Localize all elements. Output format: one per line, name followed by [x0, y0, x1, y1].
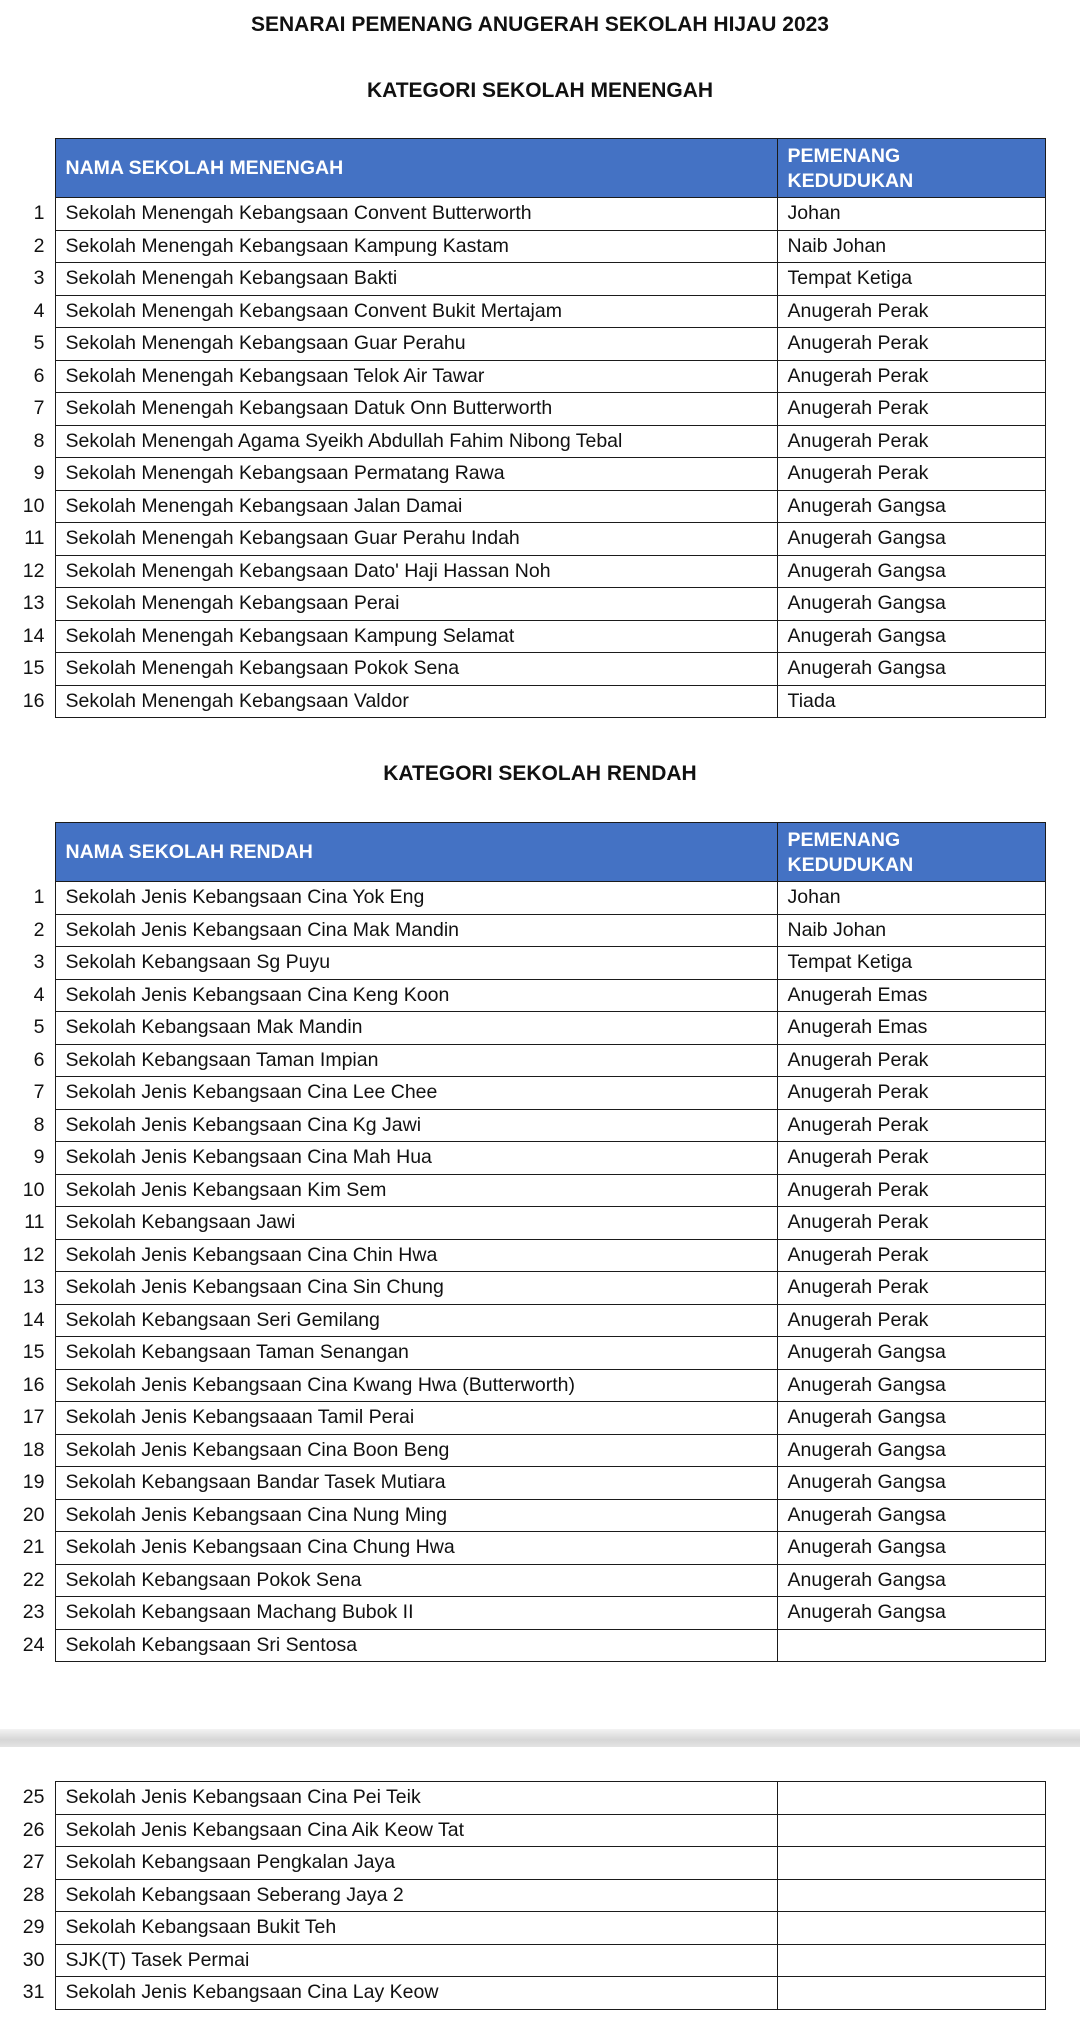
table-row: [12, 1109, 1045, 1142]
table-row: [12, 1142, 1045, 1175]
table-row: [12, 1174, 1045, 1207]
row-number: 13: [22, 592, 45, 615]
rank-cell: Anugerah Gangsa: [777, 1597, 1045, 1630]
school-name-cell: Sekolah Kebangsaan Sri Sentosa: [55, 1629, 777, 1662]
rank-cell: Anugerah Perak: [777, 458, 1045, 491]
rank-cell: Naib Johan: [777, 914, 1045, 947]
rank-cell: Anugerah Gangsa: [777, 1434, 1045, 1467]
school-name-cell: Sekolah Jenis Kebangsaan Cina Yok Eng: [55, 882, 777, 915]
school-name-cell: Sekolah Kebangsaan Mak Mandin: [55, 1012, 777, 1045]
rank-cell: Anugerah Gangsa: [777, 490, 1045, 523]
table-row: [12, 230, 1045, 263]
school-name-cell: Sekolah Jenis Kebangsaan Cina Mah Hua: [55, 1142, 777, 1175]
school-name-cell: Sekolah Jenis Kebangsaan Cina Mak Mandin: [55, 914, 777, 947]
row-number: 16: [22, 1373, 45, 1396]
column-header-school-name: NAMA SEKOLAH RENDAH: [55, 823, 777, 882]
row-number: 2: [33, 234, 45, 257]
table-row: [12, 914, 1045, 947]
rank-cell: [777, 1944, 1045, 1977]
rank-header-line1: PEMENANG: [787, 145, 901, 167]
table-row: [12, 685, 1045, 718]
table-row: [12, 1044, 1045, 1077]
row-number: 6: [33, 364, 45, 387]
table-row: [12, 1564, 1045, 1597]
rank-cell: [777, 1977, 1045, 2010]
table-row: [12, 263, 1045, 296]
rank-header-line2: KEDUDUKAN: [787, 170, 914, 192]
row-number: 14: [22, 1308, 45, 1331]
column-header-school-name: NAMA SEKOLAH MENENGAH: [55, 139, 777, 198]
row-number: 8: [33, 429, 45, 452]
column-header-rank: [777, 823, 1045, 882]
school-name-cell: Sekolah Kebangsaan Seri Gemilang: [55, 1304, 777, 1337]
table-row: [12, 1337, 1045, 1370]
row-number: 22: [22, 1568, 45, 1591]
rank-cell: Anugerah Perak: [777, 425, 1045, 458]
school-name-cell: Sekolah Menengah Kebangsaan Pokok Sena: [55, 653, 777, 686]
school-name-cell: Sekolah Jenis Kebangsaan Cina Chung Hwa: [55, 1532, 777, 1565]
row-number: 26: [22, 1818, 45, 1841]
rank-cell: Anugerah Perak: [777, 1109, 1045, 1142]
table-row: [12, 295, 1045, 328]
rank-cell: Anugerah Perak: [777, 1272, 1045, 1305]
school-name-cell: Sekolah Jenis Kebangsaan Cina Keng Koon: [55, 979, 777, 1012]
table-row: [12, 947, 1045, 980]
school-name-cell: Sekolah Menengah Kebangsaan Jalan Damai: [55, 490, 777, 523]
row-number: 31: [22, 1981, 45, 2004]
rank-cell: [777, 1629, 1045, 1662]
rank-cell: Anugerah Gangsa: [777, 1402, 1045, 1435]
row-number: 13: [22, 1276, 45, 1299]
table-row: [12, 1304, 1045, 1337]
school-name-cell: Sekolah Menengah Kebangsaan Valdor: [55, 685, 777, 718]
rank-cell: [777, 1847, 1045, 1880]
school-name-cell: Sekolah Menengah Kebangsaan Kampung Selamat: [55, 620, 777, 653]
table-row: [12, 1847, 1045, 1880]
school-name-cell: Sekolah Menengah Kebangsaan Convent Bukit Mertajam: [55, 295, 777, 328]
row-number: 2: [33, 918, 45, 941]
row-number: 10: [22, 1178, 45, 1201]
school-name-cell: Sekolah Kebangsaan Taman Impian: [55, 1044, 777, 1077]
school-name-cell: Sekolah Kebangsaan Jawi: [55, 1207, 777, 1240]
rank-cell: Anugerah Perak: [777, 1077, 1045, 1110]
rank-cell: Anugerah Perak: [777, 295, 1045, 328]
table-row: [12, 1597, 1045, 1630]
table-row: [12, 1879, 1045, 1912]
table-row: [12, 588, 1045, 621]
school-name-cell: Sekolah Menengah Kebangsaan Dato' Haji Hassan Noh: [55, 555, 777, 588]
table-row: [12, 490, 1045, 523]
row-number: 15: [22, 657, 45, 680]
school-name-cell: Sekolah Menengah Kebangsaan Telok Air Tawar: [55, 360, 777, 393]
row-number: 23: [22, 1601, 45, 1624]
rank-cell: Anugerah Gangsa: [777, 588, 1045, 621]
row-number: 8: [33, 1113, 45, 1136]
school-name-cell: Sekolah Menengah Kebangsaan Perai: [55, 588, 777, 621]
table-row: [12, 882, 1045, 915]
primary-school-table-continued: [12, 1781, 1046, 2010]
school-name-cell: Sekolah Kebangsaan Pokok Sena: [55, 1564, 777, 1597]
school-name-cell: Sekolah Jenis Kebangsaan Cina Lee Chee: [55, 1077, 777, 1110]
row-number: 21: [22, 1536, 45, 1559]
rank-cell: Anugerah Perak: [777, 1142, 1045, 1175]
table-row: [12, 393, 1045, 426]
table-row: [12, 425, 1045, 458]
school-name-cell: Sekolah Kebangsaan Machang Bubok II: [55, 1597, 777, 1630]
school-name-cell: Sekolah Jenis Kebangsaan Cina Nung Ming: [55, 1499, 777, 1532]
row-number: 29: [22, 1916, 45, 1939]
school-name-cell: Sekolah Menengah Kebangsaan Guar Perahu: [55, 328, 777, 361]
school-name-cell: Sekolah Menengah Kebangsaan Permatang Rawa: [55, 458, 777, 491]
table-row: [12, 1912, 1045, 1945]
category-primary-title: KATEGORI SEKOLAH RENDAH: [383, 762, 697, 785]
rank-cell: Tempat Ketiga: [777, 263, 1045, 296]
school-name-cell: SJK(T) Tasek Permai: [55, 1944, 777, 1977]
row-number: 16: [22, 689, 45, 712]
rank-cell: Anugerah Gangsa: [777, 1564, 1045, 1597]
table-row: [12, 1977, 1045, 2010]
rank-cell: [777, 1912, 1045, 1945]
table-row: [12, 1782, 1045, 1815]
secondary-school-table: [12, 138, 1046, 718]
table-row: [12, 1629, 1045, 1662]
table-row: [12, 1272, 1045, 1305]
school-name-cell: Sekolah Kebangsaan Bukit Teh: [55, 1912, 777, 1945]
table-row: [12, 1239, 1045, 1272]
table-row: [12, 1499, 1045, 1532]
school-name-cell: Sekolah Kebangsaan Sg Puyu: [55, 947, 777, 980]
row-number: 10: [22, 494, 45, 517]
row-number: 6: [33, 1048, 45, 1071]
row-number: 3: [33, 267, 45, 290]
column-header-rank: [777, 139, 1045, 198]
row-number: 15: [22, 1341, 45, 1364]
row-number: 30: [22, 1948, 45, 1971]
rank-cell: Tempat Ketiga: [777, 947, 1045, 980]
primary-school-table: [12, 822, 1046, 1662]
row-number: 27: [22, 1851, 45, 1874]
row-number: 7: [33, 1081, 45, 1104]
table-row: [12, 979, 1045, 1012]
row-number: 5: [33, 1016, 45, 1039]
school-name-cell: Sekolah Kebangsaan Bandar Tasek Mutiara: [55, 1467, 777, 1500]
rank-cell: Anugerah Perak: [777, 1174, 1045, 1207]
row-number: 7: [33, 397, 45, 420]
category-secondary-title: KATEGORI SEKOLAH MENENGAH: [366, 79, 714, 102]
rank-cell: Anugerah Gangsa: [777, 653, 1045, 686]
rank-cell: Anugerah Gangsa: [777, 1467, 1045, 1500]
table-row: [12, 1369, 1045, 1402]
table-row: [12, 555, 1045, 588]
rank-cell: Johan: [777, 198, 1045, 231]
row-number: 19: [22, 1471, 45, 1494]
row-number: 11: [24, 1211, 45, 1234]
table-row: [12, 1402, 1045, 1435]
school-name-cell: Sekolah Menengah Kebangsaan Datuk Onn Butterworth: [55, 393, 777, 426]
rank-cell: Tiada: [777, 685, 1045, 718]
rank-cell: Johan: [777, 882, 1045, 915]
school-name-cell: Sekolah Menengah Kebangsaan Convent Butterworth: [55, 198, 777, 231]
rank-cell: Anugerah Gangsa: [777, 1369, 1045, 1402]
school-name-cell: Sekolah Kebangsaan Seberang Jaya 2: [55, 1879, 777, 1912]
table-row: [12, 1207, 1045, 1240]
table-row: [12, 1077, 1045, 1110]
row-number: 5: [33, 332, 45, 355]
rank-cell: Anugerah Gangsa: [777, 523, 1045, 556]
table-row: [12, 1467, 1045, 1500]
school-name-cell: Sekolah Jenis Kebangsaan Cina Sin Chung: [55, 1272, 777, 1305]
table-row: [12, 523, 1045, 556]
school-name-cell: Sekolah Menengah Kebangsaan Kampung Kastam: [55, 230, 777, 263]
row-number: 20: [22, 1503, 45, 1526]
row-number: 9: [33, 462, 45, 485]
table-row: [12, 620, 1045, 653]
rank-cell: Anugerah Perak: [777, 1304, 1045, 1337]
table-row: [12, 1532, 1045, 1565]
school-name-cell: Sekolah Menengah Agama Syeikh Abdullah Fahim Nibong Tebal: [55, 425, 777, 458]
rank-cell: Anugerah Gangsa: [777, 1499, 1045, 1532]
school-name-cell: Sekolah Menengah Kebangsaan Bakti: [55, 263, 777, 296]
rank-cell: Anugerah Perak: [777, 393, 1045, 426]
table-row: [12, 360, 1045, 393]
row-number: 24: [22, 1633, 45, 1656]
rank-cell: Anugerah Gangsa: [777, 1337, 1045, 1370]
rank-cell: Anugerah Gangsa: [777, 1532, 1045, 1565]
rank-cell: [777, 1879, 1045, 1912]
school-name-cell: Sekolah Jenis Kebangsaan Cina Chin Hwa: [55, 1239, 777, 1272]
row-number: 12: [22, 1243, 45, 1266]
school-name-cell: Sekolah Jenis Kebangsaaan Tamil Perai: [55, 1402, 777, 1435]
rank-header-line1: PEMENANG: [787, 829, 901, 851]
row-number: 9: [33, 1146, 45, 1169]
page-title: SENARAI PEMENANG ANUGERAH SEKOLAH HIJAU 2023: [251, 13, 829, 36]
school-name-cell: Sekolah Jenis Kebangsaan Cina Pei Teik: [55, 1782, 777, 1815]
school-name-cell: Sekolah Kebangsaan Taman Senangan: [55, 1337, 777, 1370]
table-row: [12, 1434, 1045, 1467]
row-number: 4: [33, 983, 45, 1006]
school-name-cell: Sekolah Jenis Kebangsaan Cina Kg Jawi: [55, 1109, 777, 1142]
row-number: 11: [24, 527, 45, 550]
school-name-cell: Sekolah Jenis Kebangsaan Cina Boon Beng: [55, 1434, 777, 1467]
row-number: 1: [33, 202, 45, 225]
table-row: [12, 1012, 1045, 1045]
rank-cell: Anugerah Perak: [777, 360, 1045, 393]
rank-cell: Anugerah Perak: [777, 1207, 1045, 1240]
row-number: 1: [33, 886, 45, 909]
table-row: [12, 458, 1045, 491]
school-name-cell: Sekolah Jenis Kebangsaan Cina Aik Keow Tat: [55, 1814, 777, 1847]
rank-cell: Anugerah Emas: [777, 979, 1045, 1012]
school-name-cell: Sekolah Jenis Kebangsaan Cina Kwang Hwa (Butterworth): [55, 1369, 777, 1402]
table-row: [12, 1814, 1045, 1847]
row-number: 12: [22, 559, 45, 582]
table-row: [12, 328, 1045, 361]
rank-cell: Anugerah Emas: [777, 1012, 1045, 1045]
row-number: 28: [22, 1883, 45, 1906]
rank-cell: [777, 1782, 1045, 1815]
school-name-cell: Sekolah Menengah Kebangsaan Guar Perahu Indah: [55, 523, 777, 556]
table-row: [12, 1944, 1045, 1977]
school-name-cell: Sekolah Jenis Kebangsaan Kim Sem: [55, 1174, 777, 1207]
row-number: 3: [33, 951, 45, 974]
school-name-cell: Sekolah Jenis Kebangsaan Cina Lay Keow: [55, 1977, 777, 2010]
page-break-divider: [0, 1729, 1080, 1747]
rank-cell: Anugerah Gangsa: [777, 620, 1045, 653]
rank-cell: Anugerah Perak: [777, 1239, 1045, 1272]
table-row: [12, 653, 1045, 686]
rank-cell: [777, 1814, 1045, 1847]
school-name-cell: Sekolah Kebangsaan Pengkalan Jaya: [55, 1847, 777, 1880]
rank-header-line2: KEDUDUKAN: [787, 854, 914, 876]
row-number: 17: [22, 1406, 45, 1429]
table-row: [12, 198, 1045, 231]
row-number: 14: [22, 624, 45, 647]
row-number: 4: [33, 299, 45, 322]
row-number: 25: [22, 1786, 45, 1809]
rank-cell: Anugerah Perak: [777, 328, 1045, 361]
rank-cell: Anugerah Gangsa: [777, 555, 1045, 588]
rank-cell: Anugerah Perak: [777, 1044, 1045, 1077]
row-number: 18: [22, 1438, 45, 1461]
rank-cell: Naib Johan: [777, 230, 1045, 263]
